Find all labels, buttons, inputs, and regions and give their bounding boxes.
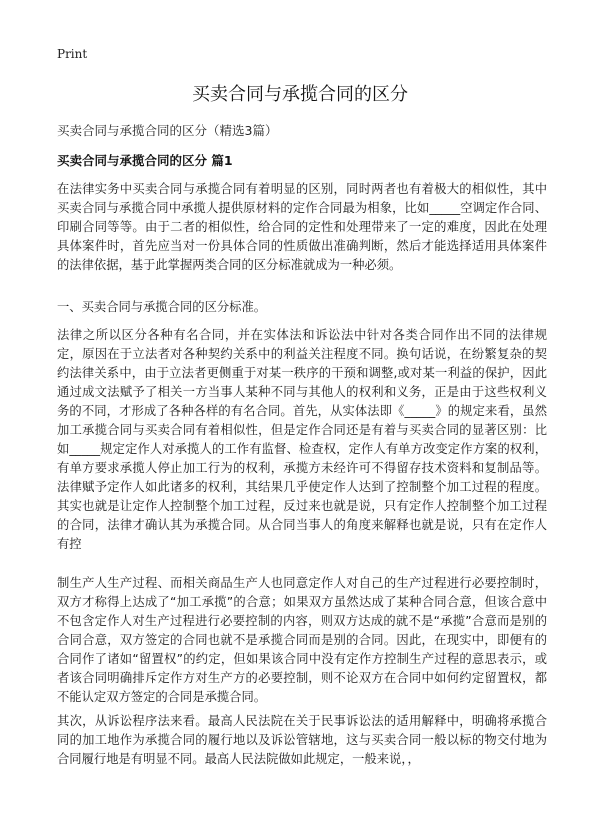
print-label: Print <box>57 47 88 61</box>
paragraph-intro: 在法律实务中买卖合同与承揽合同有着明显的区别，同时两者也有着极大的相似性，其中买卖合同与承揽合同中承揽人提供原材料的定作合同最为相象，比如_____空调定作合同、印刷合同等等。由于二者的相似性，给合同的定性和处理带来了一定的难度，因此在处理具体案件时，首先应当对一份具体合同的性质做出准确判断，然后才能选择适用具体案件的法律依据，基于此掌握两类合同的区分标准就成为一种必须。 <box>57 182 547 272</box>
document-subtitle: 买卖合同与承揽合同的区分（精选3篇） <box>57 123 278 138</box>
paragraph-control-consensus: 制生产人生产过程、而相关商品生产人也同意定作人对自己的生产过程进行必要控制时，双方才称得上达成了“加工承揽”的合意；如果双方虽然达成了某种合同合意，但该合意中不包含定作人对生产过程进行必要控制的内容，则双方达成的就不是“承揽”合意而是别的合同合意，双方签定的合同也就不是承揽合同而是别的合同。因此，在现实中，即便有的合同作了诸如“留置权”的约定，但如果该合同中没有定作方控制生产过程的意思表示，或者该合同明确排斥定作方对生产方的必要控制，则不论双方在合同中如何约定留置权，都不能认定双方签定的合同是承揽合同。 <box>57 576 547 704</box>
page-title: 买卖合同与承揽合同的区分 <box>192 84 408 105</box>
paragraph-substantive-law: 法律之所以区分各种有名合同，并在实体法和诉讼法中针对各类合同作出不同的法律规定，原因在于立法者对各种契约关系中的利益关注程度不同。换句话说，在纷繁复杂的契约法律关系中，由于立法者更侧重于对某一秩序的干预和调整,或对某一利益的保护，因此通过成文法赋予了相关一方当事人某种不同与其他人的权利和义务，正是由于这些权利义务的不同，才形成了各种各样的有名合同。首先，从实体法即《_____》的规定来看，虽然加工承揽合同与买卖合同有着相似性，但是定作合同还是有着与买卖合同的显著区别：比如_____规定定作人对承揽人的工作有监督、检查权，定作人有单方改变定作方案的权利，有单方要求承揽人停止加工行为的权利，承揽方未经许可不得留存技术资料和复制品等。法律赋予定作人如此诸多的权利，其结果几乎使定作人达到了控制整个加工过程的程度。其实也就是让定作人控制整个加工过程，反过来也就是说，只有定作人控制整个加工过程的合同，法律才确认其为承揽合同。从合同当事人的角度来解释也就是说，只有在定作人有控 <box>57 328 547 551</box>
paragraph-procedural-law: 其次，从诉讼程序法来看。最高人民法院在关于民事诉讼法的适用解释中，明确将承揽合同的加工地作为承揽合同的履行地以及诉讼管辖地，这与买卖合同一般以标的物交付地为合同履行地是有明显不同。最高人民法院做如此规定，一般来说，， <box>57 714 547 766</box>
section-heading: 买卖合同与承揽合同的区分 篇1 <box>57 153 233 168</box>
paragraph-standard-heading: 一、买卖合同与承揽合同的区分标准。 <box>57 300 267 314</box>
